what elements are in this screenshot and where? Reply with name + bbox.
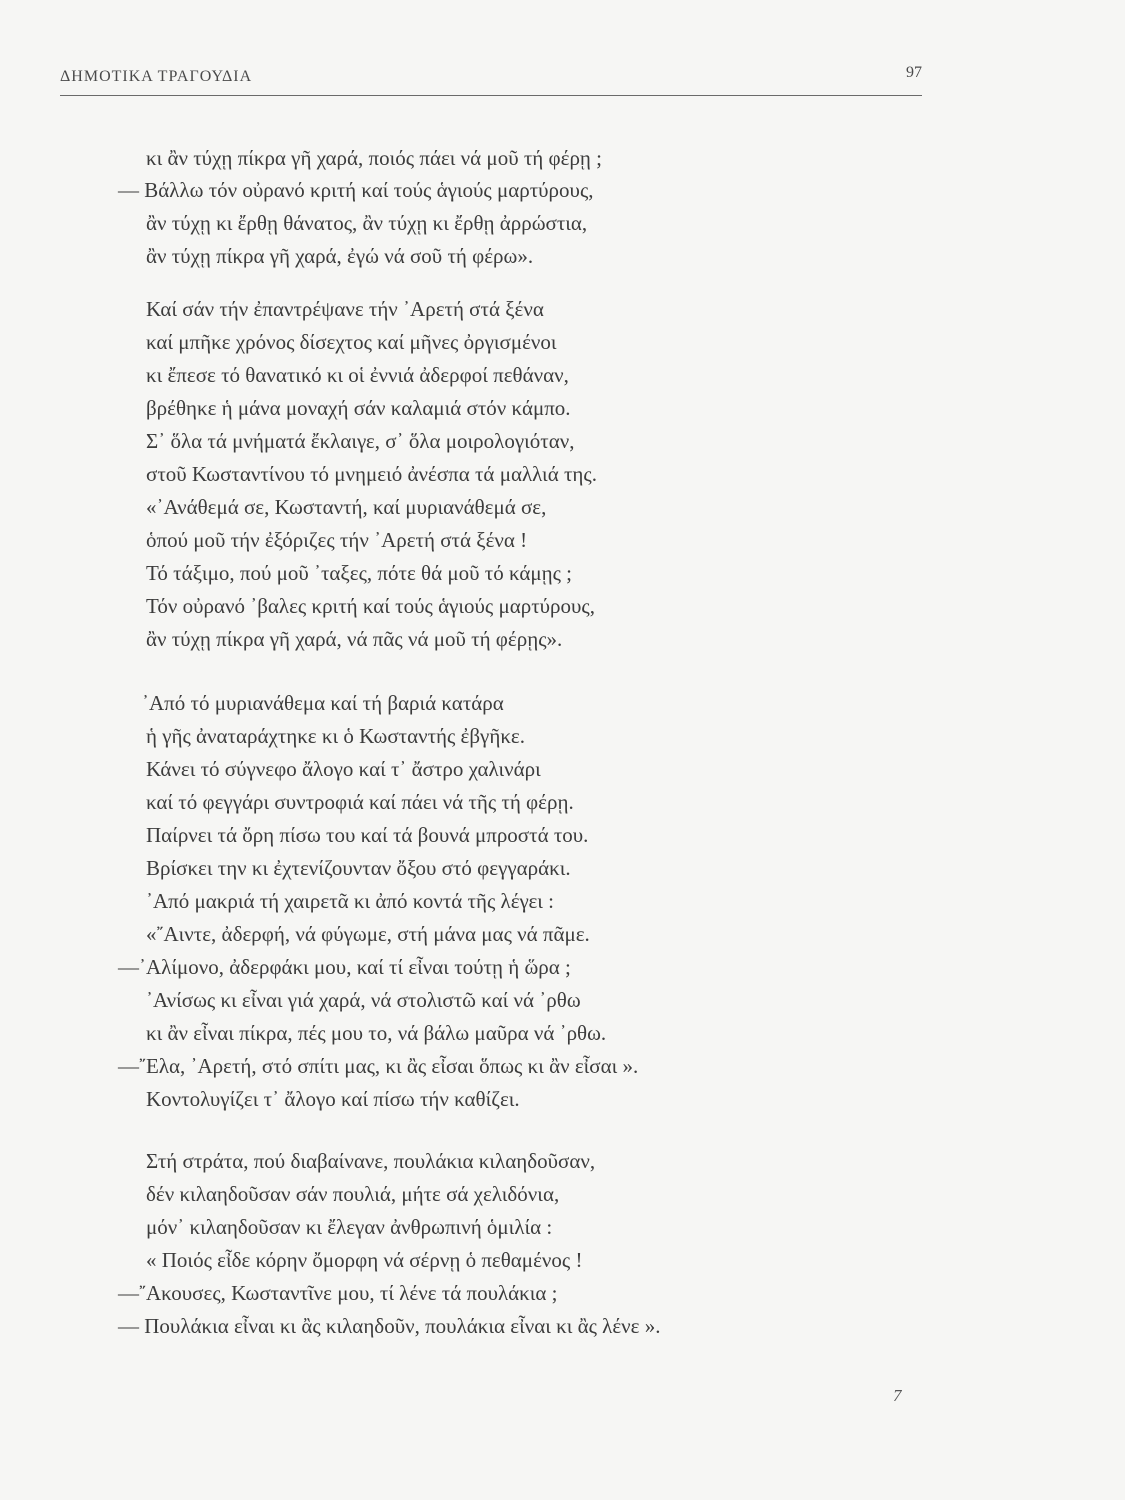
verse-line: ἂν τύχῃ πίκρα γῆ χαρά, νά πᾶς νά μοῦ τή φέρῃς».	[146, 627, 563, 651]
verse-line: ἂν τύχῃ πίκρα γῆ χαρά, ἐγώ νά σοῦ τή φέρω».	[146, 244, 534, 268]
verse-line: καί μπῆκε χρόνος δίσεχτος καί μῆνες ὀργισμένοι	[146, 330, 557, 354]
verse-line: Παίρνει τά ὄρη πίσω του καί τά βουνά μπροστά του.	[146, 823, 589, 847]
verse-line: στοῦ Κωσταντίνου τό μνημειό ἀνέσπα τά μαλλιά της.	[146, 462, 597, 486]
verse-line: Κάνει τό σύγνεφο ἄλογο καί τ᾿ ἄστρο χαλινάρι	[146, 757, 541, 781]
verse-line: μόν᾿ κιλαηδοῦσαν κι ἔλεγαν ἀνθρωπινή ὁμιλία :	[146, 1215, 553, 1239]
verse-line: Βρίσκει την κι ἐχτενίζουνταν ὄξου στό φεγγαράκι.	[146, 856, 571, 880]
verse-line: ᾿Από τό μυριανάθεμα καί τή βαριά κατάρα	[142, 691, 504, 715]
verse-line: — Πουλάκια εἶναι κι ἂς κιλαηδοῦν, πουλάκια εἶναι κι ἂς λένε ».	[118, 1314, 661, 1338]
verse-line: ᾿Ανίσως κι εἶναι γιά χαρά, νά στολιστῶ καί νά ᾿ρθω	[146, 988, 581, 1012]
verse-line: ὁπού μοῦ τήν ἐξόριζες τήν ᾿Αρετή στά ξένα !	[146, 528, 528, 552]
page-number: 97	[906, 64, 922, 81]
verse-line: «῎Αιντε, ἀδερφή, νά φύγωμε, στή μάνα μας νά πᾶμε.	[146, 922, 590, 946]
verse-line: Στή στράτα, πού διαβαίνανε, πουλάκια κιλαηδοῦσαν,	[146, 1149, 596, 1173]
verse-line: —᾿Αλίμονο, ἀδερφάκι μου, καί τί εἶναι τούτῃ ἡ ὥρα ;	[118, 955, 571, 979]
verse-line: δέν κιλαηδοῦσαν σάν πουλιά, μήτε σά χελιδόνια,	[146, 1182, 560, 1206]
header-rule	[60, 95, 922, 96]
verse-line: Τό τάξιμο, πού μοῦ ᾿ταξες, πότε θά μοῦ τό κάμῃς ;	[146, 561, 572, 585]
verse-line: « Ποιός εἶδε κόρην ὄμορφη νά σέρνῃ ὁ πεθαμένος !	[146, 1248, 583, 1272]
verse-line: καί τό φεγγάρι συντροφιά καί πάει νά τῆς τή φέρῃ.	[146, 790, 574, 814]
verse-line: Καί σάν τήν ἐπαντρέψανε τήν ᾿Αρετή στά ξένα	[146, 297, 544, 321]
verse-line: Κοντολυγίζει τ᾿ ἄλογο καί πίσω τήν καθίζει.	[146, 1087, 520, 1111]
running-title: ΔΗΜΟΤΙΚΑ ΤΡΑΓΟΥΔΙΑ	[60, 68, 253, 85]
verse-line: ᾿Από μακριά τή χαιρετᾶ κι ἀπό κοντά τῆς λέγει :	[146, 889, 555, 913]
verse-line: Σ᾿ ὅλα τά μνήματά ἔκλαιγε, σ᾿ ὅλα μοιρολογιόταν,	[146, 429, 575, 453]
signature-mark: 7	[893, 1386, 902, 1405]
verse-line: —῎Ελα, ᾿Αρετή, στό σπίτι μας, κι ἂς εἶσαι ὅπως κι ἂν εἶσαι ».	[118, 1054, 639, 1078]
verse-line: ἡ γῆς ἀναταράχτηκε κι ὁ Κωσταντής ἐβγῆκε.	[146, 724, 525, 748]
verse-line: Τόν οὐρανό ᾿βαλες κριτή καί τούς ἁγιούς μαρτύρους,	[146, 594, 595, 618]
verse-line: — Βάλλω τόν οὐρανό κριτή καί τούς ἁγιούς μαρτύρους,	[118, 178, 594, 202]
verse-line: ἂν τύχῃ κι ἔρθῃ θάνατος, ἂν τύχῃ κι ἔρθῃ ἀρρώστια,	[146, 211, 588, 235]
verse-line: —῎Ακουσες, Κωσταντῖνε μου, τί λένε τά πουλάκια ;	[118, 1281, 558, 1305]
verse-line: «᾿Ανάθεμά σε, Κωσταντή, καί μυριανάθεμά σε,	[146, 495, 547, 519]
verse-line: βρέθηκε ἡ μάνα μοναχή σάν καλαμιά στόν κάμπο.	[146, 396, 571, 420]
page-header	[60, 64, 922, 92]
verse-line: κι ἂν τύχῃ πίκρα γῆ χαρά, ποιός πάει νά μοῦ τή φέρῃ ;	[146, 146, 602, 170]
verse-line: κι ἂν εἶναι πίκρα, πές μου το, νά βάλω μαῦρα νά ᾿ρθω.	[146, 1021, 607, 1045]
verse-line: κι ἔπεσε τό θανατικό κι οἱ ἐννιά ἀδερφοί πεθάναν,	[146, 363, 569, 387]
